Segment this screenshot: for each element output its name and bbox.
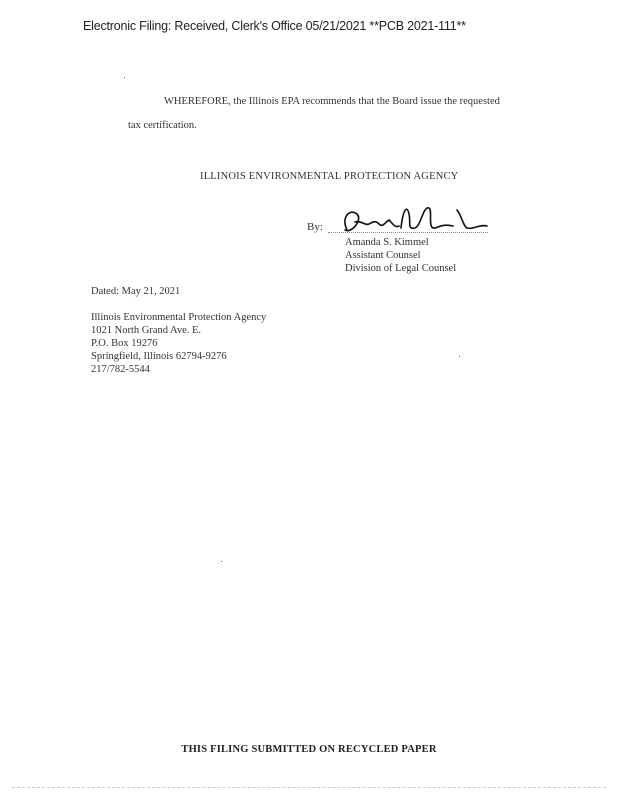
by-label: By: [307,221,323,233]
wherefore-paragraph-line-1: WHEREFORE, the Illinois EPA recommends that the Board issue the requested [164,96,500,107]
signer-title: Assistant Counsel [345,250,421,261]
dated-line: Dated: May 21, 2021 [91,286,181,297]
signer-division: Division of Legal Counsel [345,263,457,274]
scan-noise [12,787,606,790]
filing-header: Electronic Filing: Received, Clerk's Office 05/21/2021 **PCB 2021-111** [83,19,466,33]
speck [221,561,222,562]
recycled-paper-footer: THIS FILING SUBMITTED ON RECYCLED PAPER [181,744,437,755]
wherefore-paragraph-line-2: tax certification. [128,120,197,131]
address-line: Springfield, Illinois 62794-9276 [91,351,227,362]
address-line: 217/782-5544 [91,364,150,375]
agency-name: ILLINOIS ENVIRONMENTAL PROTECTION AGENCY [200,171,459,182]
agency-address [91,311,266,376]
speck [124,77,125,78]
address-line: Illinois Environmental Protection Agency [91,312,267,323]
signature-block [345,236,456,275]
signer-name: Amanda S. Kimmel [345,237,429,248]
address-line: 1021 North Grand Ave. E. [91,325,202,336]
speck [459,356,460,357]
address-line: P.O. Box 19276 [91,338,158,349]
